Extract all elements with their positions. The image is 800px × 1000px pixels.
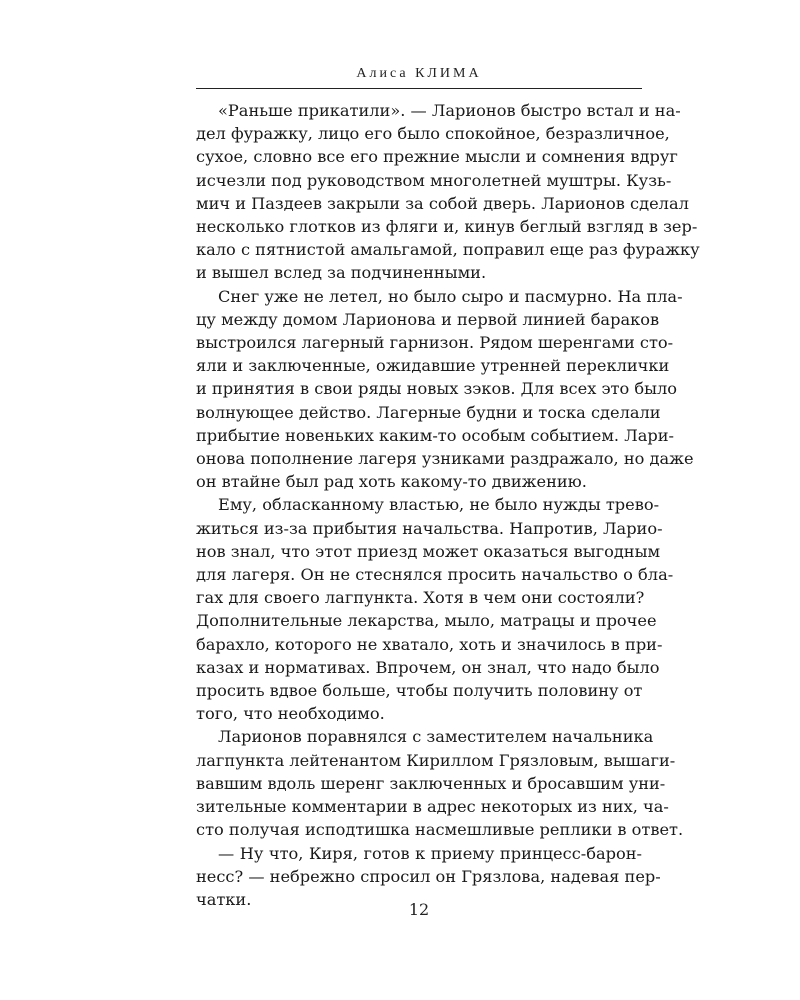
text-line: прибытие новеньких каким-то особым событием. Лари- [196, 425, 674, 445]
text-line: исчезли под руководством многолетней муштры. Кузь- [196, 170, 672, 190]
header-rule [196, 88, 642, 89]
text-line: «Раньше прикатили». — Ларионов быстро встал и на- [218, 101, 681, 120]
text-line: несс? — небрежно спросил он Грязлова, надевая пер- [196, 866, 661, 886]
text-line: и принятия в свои ряды новых зэков. Для всех это было [196, 379, 678, 399]
author-first-name: Алиса [356, 66, 409, 81]
body-text [196, 99, 700, 911]
text-line: того, что необходимо. [196, 704, 385, 724]
text-line: и вышел вслед за подчиненными. [196, 263, 487, 283]
text-line: чатки. [196, 889, 252, 909]
text-line: казах и нормативах. Впрочем, он знал, что надо было [196, 657, 660, 677]
running-header [196, 66, 642, 82]
text-line: несколько глотков из фляги и, кинув беглый взгляд в зер- [196, 217, 698, 237]
text-line: житься из-за прибытия начальства. Напротив, Ларио- [196, 518, 663, 538]
text-line: нов знал, что этот приезд может оказаться выгодным [196, 541, 661, 561]
text-line: он втайне был рад хоть какому-то движению. [196, 472, 587, 492]
text-line: цу между домом Ларионова и первой линией бараков [196, 309, 660, 329]
text-line: барахло, которого не хватало, хоть и значилось в при- [196, 634, 663, 654]
text-line: Ему, обласканному властью, не было нужды трево- [218, 495, 660, 515]
author-last-name: КЛИМА [415, 66, 482, 81]
text-line: дел фуражку, лицо его было спокойное, безразличное, [196, 124, 670, 144]
text-line: просить вдвое больше, чтобы получить половину от [196, 681, 643, 701]
text-line: яли и заключенные, ожидавшие утренней переклички [196, 356, 670, 376]
text-line: зительные комментарии в адрес некоторых из них, ча- [196, 797, 669, 817]
text-line: Дополнительные лекарства, мыло, матрацы и прочее [196, 611, 657, 631]
text-line: сухое, словно все его прежние мысли и сомнения вдруг [196, 147, 678, 167]
text-line: — Ну что, Киря, готов к приему принцесс-барон- [218, 843, 642, 863]
text-line: волнующее действо. Лагерные будни и тоска сделали [196, 402, 661, 422]
text-line: вавшим вдоль шеренг заключенных и бросавшим уни- [196, 773, 666, 793]
text-line: выстроился лагерный гарнизон. Рядом шеренгами сто- [196, 333, 674, 353]
text-line: Снег уже не летел, но было сыро и пасмурно. На пла- [218, 286, 683, 306]
text-line: онова пополнение лагеря узниками раздражало, но даже [196, 449, 694, 469]
text-line: лагпункта лейтенантом Кириллом Грязловым, вышаги- [196, 750, 676, 770]
text-line: сто получая исподтишка насмешливые реплики в ответ. [196, 820, 684, 840]
text-line: для лагеря. Он не стеснялся просить начальство о бла- [196, 565, 674, 585]
text-line: кало с пятнистой амальгамой, поправил еще раз фуражку [196, 240, 700, 260]
text-line: Ларионов поравнялся с заместителем начальника [218, 727, 654, 747]
text-line: мич и Паздеев закрыли за собой дверь. Ларионов сделал [196, 193, 689, 213]
text-line: гах для своего лагпункта. Хотя в чем они состояли? [196, 588, 645, 608]
page-number: 12 [408, 900, 430, 919]
